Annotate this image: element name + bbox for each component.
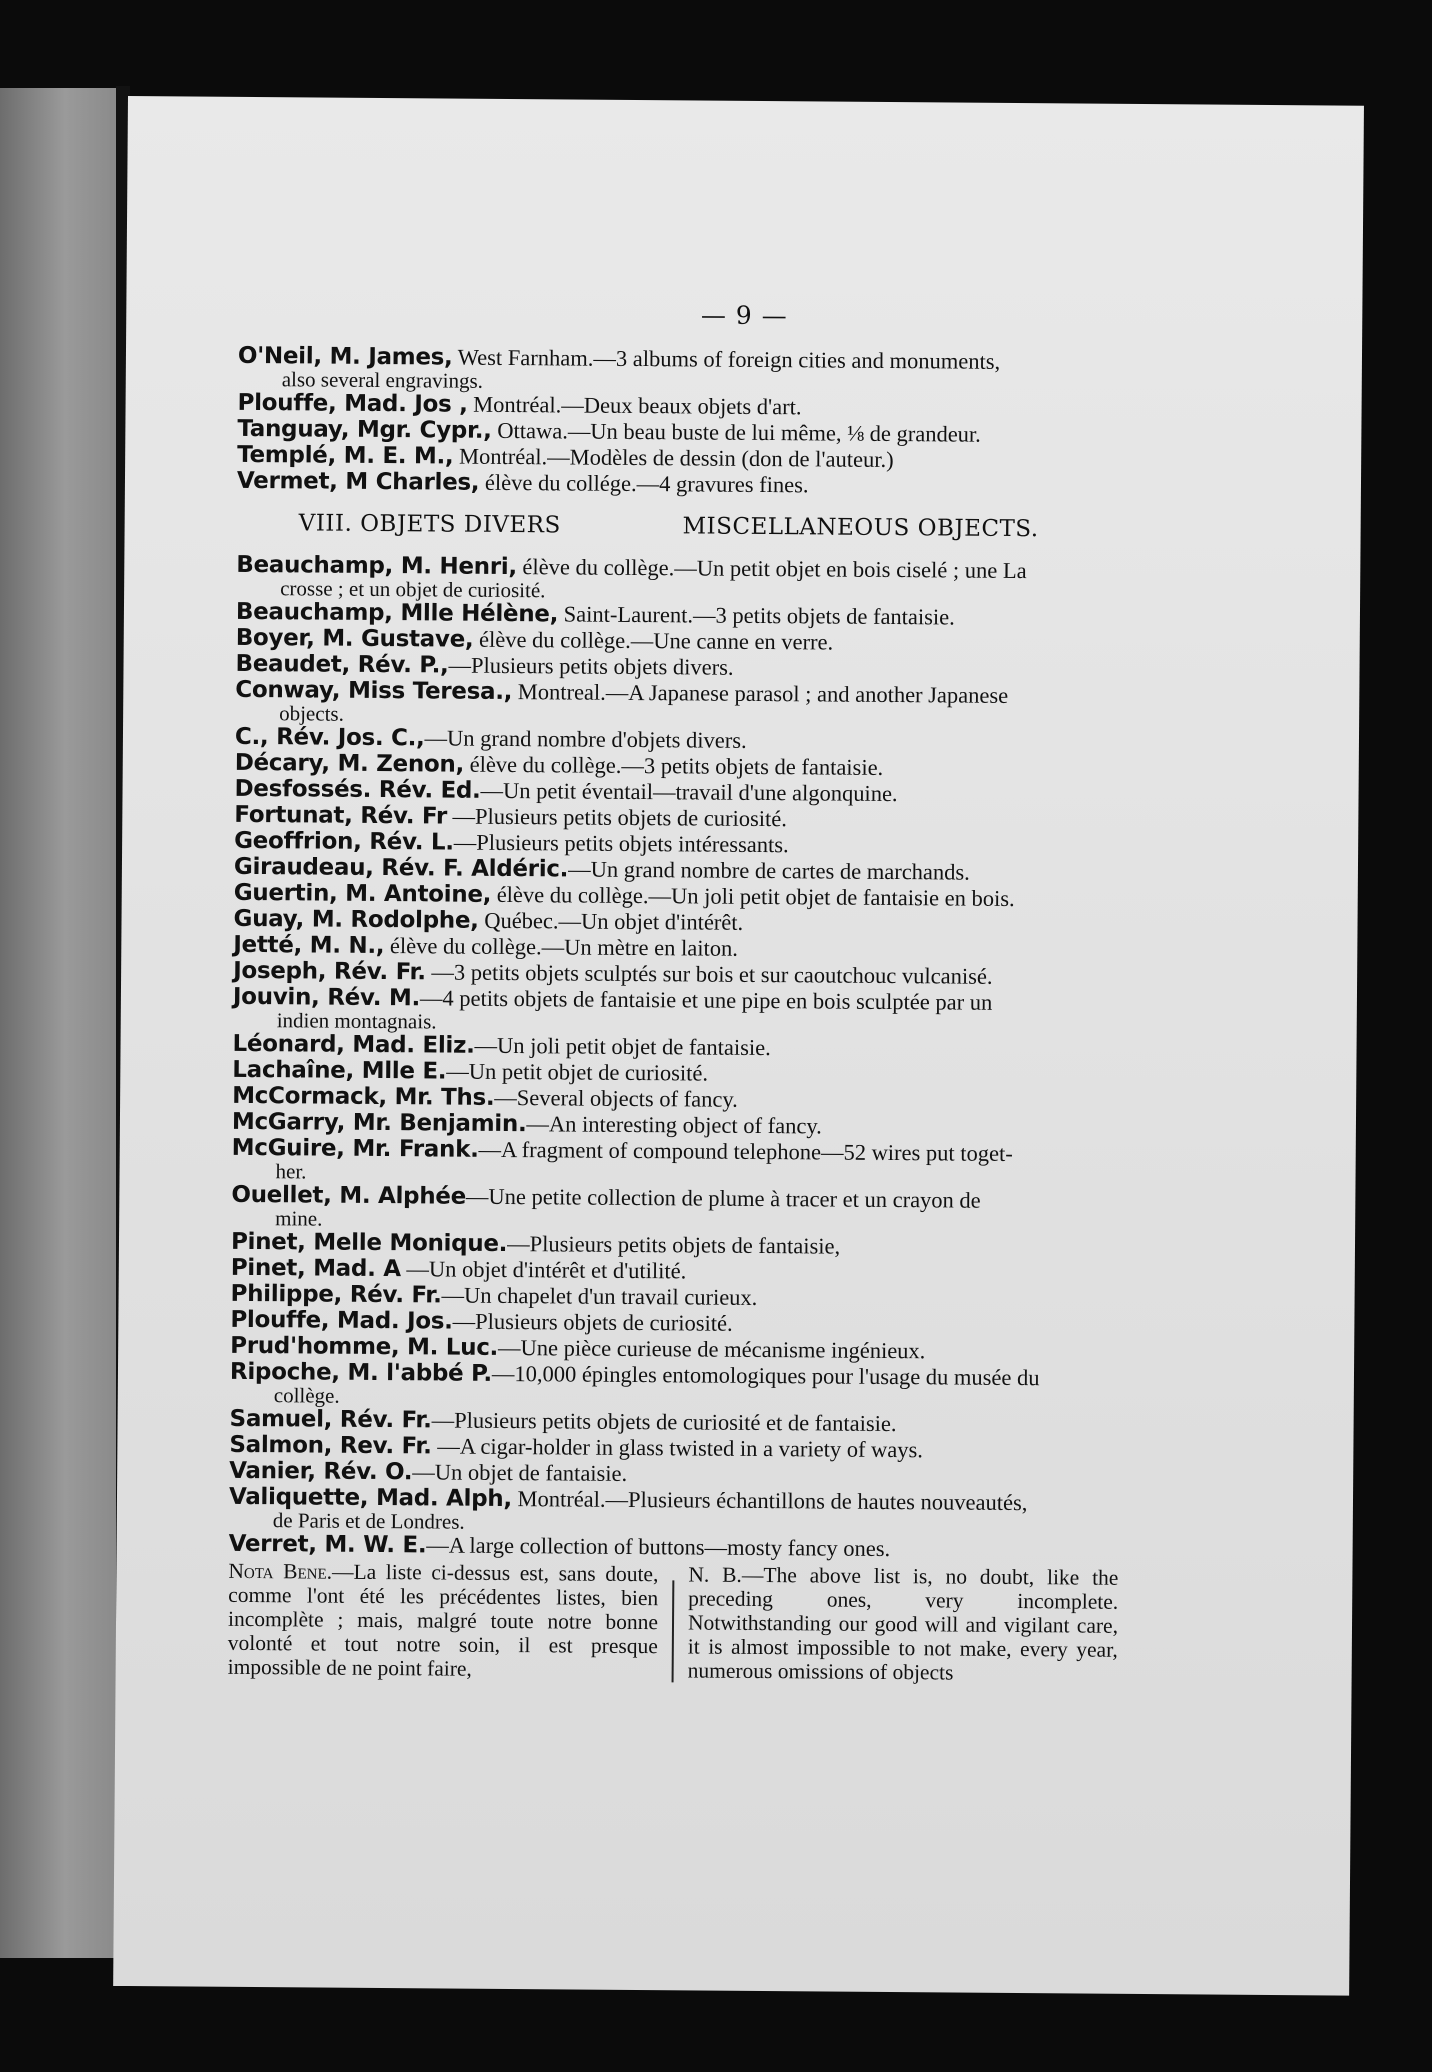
donation-description: Montreal.—A Japanese parasol ; and another Japanese	[512, 679, 1009, 708]
donor-name: Boyer, M. Gustave,	[235, 624, 474, 653]
donor-name: O'Neil, M. James,	[237, 342, 453, 371]
donation-description: élève du collège.—Une canne en verre.	[473, 626, 834, 655]
donation-description: —Un petit objet de curiosité.	[446, 1058, 709, 1086]
nota-bene	[228, 1559, 1119, 1686]
donor-name: Beaudet, Rév. P.,	[235, 650, 449, 679]
donor-name: Guertin, M. Antoine,	[233, 879, 492, 908]
donation-description: —Un petit éventail—travail d'une algonquine.	[480, 777, 898, 807]
donor-name: McGuire, Mr. Frank.	[231, 1134, 479, 1163]
donation-description: —Plusieurs petits objets de curiosité et de fantaisie.	[431, 1407, 897, 1437]
list-item	[233, 984, 1163, 1038]
donor-name: Vanier, Rév. O.	[229, 1457, 413, 1486]
donor-name: Conway, Miss Teresa.,	[235, 676, 513, 706]
list-item	[230, 1359, 1160, 1413]
misc-entries-list	[229, 552, 1167, 1564]
donor-name: Valiquette, Mad. Alph,	[228, 1483, 512, 1513]
donation-description: —Une pièce curieuse de mécanisme ingénieux.	[497, 1334, 926, 1364]
donor-name: Pinet, Mad. A	[230, 1254, 401, 1283]
donation-description: élève du collége.—4 gravures fines.	[479, 469, 809, 498]
donor-name: C., Rév. Jos. C.,	[234, 723, 425, 752]
donor-name: Guay, M. Rodolphe,	[233, 905, 479, 934]
donation-description: —A cigar-holder in glass twisted in a variety of ways.	[431, 1433, 924, 1463]
facing-page-edge	[0, 88, 118, 1958]
donation-description: —A large collection of buttons—mosty fancy ones.	[426, 1532, 891, 1562]
donor-name: Plouffe, Mad. Jos.	[230, 1306, 453, 1335]
donor-name: Verret, M. W. E.	[228, 1530, 427, 1559]
list-item	[236, 552, 1166, 606]
donor-name: Beauchamp, Mlle Hélène,	[235, 598, 559, 628]
donor-name: Léonard, Mad. Eliz.	[232, 1030, 475, 1059]
donation-description-continued: objects.	[279, 701, 344, 726]
donation-description: Montréal.—Plusieurs échantillons de hautes nouveautés,	[511, 1486, 1028, 1516]
donation-description: —Plusieurs petits objets de fantaisie,	[507, 1231, 841, 1259]
donation-description: —Plusieurs petits objets intéressants.	[453, 829, 789, 858]
donor-name: Beauchamp, M. Henri,	[236, 551, 517, 581]
donation-description: —Un chapelet d'un travail curieux.	[441, 1282, 758, 1310]
donation-description: —A fragment of compound telephone—52 wires put toget-	[478, 1136, 1013, 1166]
donor-name: Jetté, M. N.,	[233, 931, 385, 960]
note-english	[674, 1562, 1119, 1685]
donor-name: Joseph, Rév. Fr.	[233, 957, 426, 986]
donation-description-continued: de Paris et de Londres.	[272, 1508, 465, 1534]
note-english-text: —The above list is, no doubt, like the preceding ones, very incomplete. Notwithstanding our good will and vigilant care, it is almost impossible to not make, every year, numerous omissions of objects	[687, 1562, 1119, 1685]
donation-description: —An interesting object of fancy.	[526, 1111, 822, 1139]
donor-name: Pinet, Melle Monique.	[230, 1228, 508, 1258]
donation-description: —Plusieurs petits objets divers.	[448, 652, 734, 680]
donation-description: Saint-Laurent.—3 petits objets de fantaisie.	[557, 601, 955, 630]
donation-description: —4 petits objets de fantaisie et une pipe en bois sculptée par un	[419, 985, 993, 1015]
donor-name: Tanguay, Mgr. Cypr.,	[237, 415, 492, 444]
donor-name: Prud'homme, M. Luc.	[230, 1332, 499, 1361]
donor-name: McGarry, Mr. Benjamin.	[231, 1108, 527, 1138]
donor-name: Lachaîne, Mlle E.	[232, 1056, 447, 1085]
donation-description: —Un joli petit objet de fantaisie.	[474, 1032, 771, 1061]
section-heading	[299, 510, 1039, 542]
donor-name: Geoffrion, Rév. L.	[234, 827, 454, 856]
donation-description: —Un objet de fantaisie.	[412, 1459, 628, 1486]
donation-description: élève du collège.—Un mètre en laiton.	[384, 933, 739, 961]
list-item	[235, 677, 1165, 731]
donation-description-continued: mine.	[275, 1206, 323, 1231]
note-french-lead: Nota Bene.	[228, 1558, 333, 1584]
donation-description: Montréal.—Deux beaux objets d'art.	[467, 391, 802, 420]
donation-description: —Several objects of fancy.	[494, 1084, 738, 1112]
donor-name: Giraudeau, Rév. F. Aldéric.	[233, 853, 569, 883]
note-english-lead: N. B.	[688, 1562, 742, 1587]
donation-description: —Plusieurs petits objets de curiosité.	[446, 803, 788, 832]
donor-name: Templé, M. E. M.,	[237, 441, 454, 470]
donor-name: Plouffe, Mad. Jos ,	[237, 389, 468, 418]
donor-name: Jouvin, Rév. M.	[232, 983, 421, 1012]
donation-description: Montréal.—Modèles de dessin (don de l'auteur.)	[453, 443, 894, 473]
donor-name: McCormack, Mr. Ths.	[232, 1082, 495, 1111]
donation-description-continued: collège.	[273, 1383, 340, 1408]
list-item	[229, 1484, 1159, 1538]
donation-description: —Un grand nombre d'objets divers.	[424, 725, 747, 753]
note-french	[228, 1559, 673, 1682]
donation-description-continued: crosse ; et un objet de curiosité.	[280, 576, 546, 603]
donation-description-continued: her.	[275, 1159, 307, 1184]
donation-description: —Un objet d'intérêt et d'utilité.	[400, 1256, 687, 1284]
donor-name: Vermet, M Charles,	[236, 467, 480, 496]
section-heading-en: MISCELLANEOUS OBJECTS.	[682, 513, 1039, 543]
donation-description: Québec.—Un objet d'intérêt.	[478, 907, 744, 935]
donation-description: élève du collège.—Un joli petit objet de fantaisie en bois.	[491, 881, 1015, 911]
donor-name: Ripoche, M. l'abbé P.	[229, 1358, 492, 1387]
donation-description-continued: indien montagnais.	[276, 1008, 437, 1034]
list-item	[231, 1182, 1161, 1236]
list-item	[238, 343, 1168, 397]
donor-name: Desfossés. Rév. Ed.	[234, 775, 481, 804]
donor-name: Ouellet, M. Alphée	[231, 1181, 467, 1210]
document-page	[113, 96, 1364, 1996]
art-entries-list	[237, 343, 1168, 501]
donor-name: Philippe, Rév. Fr.	[230, 1280, 442, 1309]
donor-name: Décary, M. Zenon,	[234, 749, 465, 778]
donation-description: —Un grand nombre de cartes de marchands.	[568, 856, 970, 885]
donation-description-continued: also several engravings.	[281, 367, 484, 393]
donation-description: élève du collège.—3 petits objets de fantaisie.	[463, 751, 884, 780]
donation-description: —3 petits objets sculptés sur bois et sur caoutchouc vulcanisé.	[425, 959, 993, 989]
donation-description: —Une petite collection de plume à tracer et un crayon de	[465, 1183, 981, 1213]
donation-description: —Plusieurs objets de curiosité.	[452, 1308, 733, 1336]
list-item	[231, 1135, 1161, 1189]
page-number: — 9 —	[700, 300, 788, 331]
section-heading-fr: VIII. OBJETS DIVERS	[298, 510, 561, 539]
donation-description: West Farnham.—3 albums of foreign cities and monuments,	[452, 344, 1001, 374]
donor-name: Samuel, Rév. Fr.	[229, 1405, 432, 1434]
donation-description: Ottawa.—Un beau buste de lui même, ⅛ de grandeur.	[491, 417, 981, 447]
entries-content	[229, 343, 1169, 1564]
donor-name: Salmon, Rev. Fr.	[229, 1431, 432, 1460]
donor-name: Fortunat, Rév. Fr	[234, 801, 448, 830]
note-french-text: —La liste ci-dessus est, sans doute, comme l'ont été les précédentes listes, bien incomplète ; mais, malgré toute notre bonne volonté et tout notre soin, il est presque impossible de ne point faire,	[227, 1559, 659, 1681]
donation-description: —10,000 épingles entomologiques pour l'usage du musée du	[491, 1360, 1040, 1391]
donation-description: élève du collège.—Un petit objet en bois ciselé ; une La	[516, 554, 1027, 584]
